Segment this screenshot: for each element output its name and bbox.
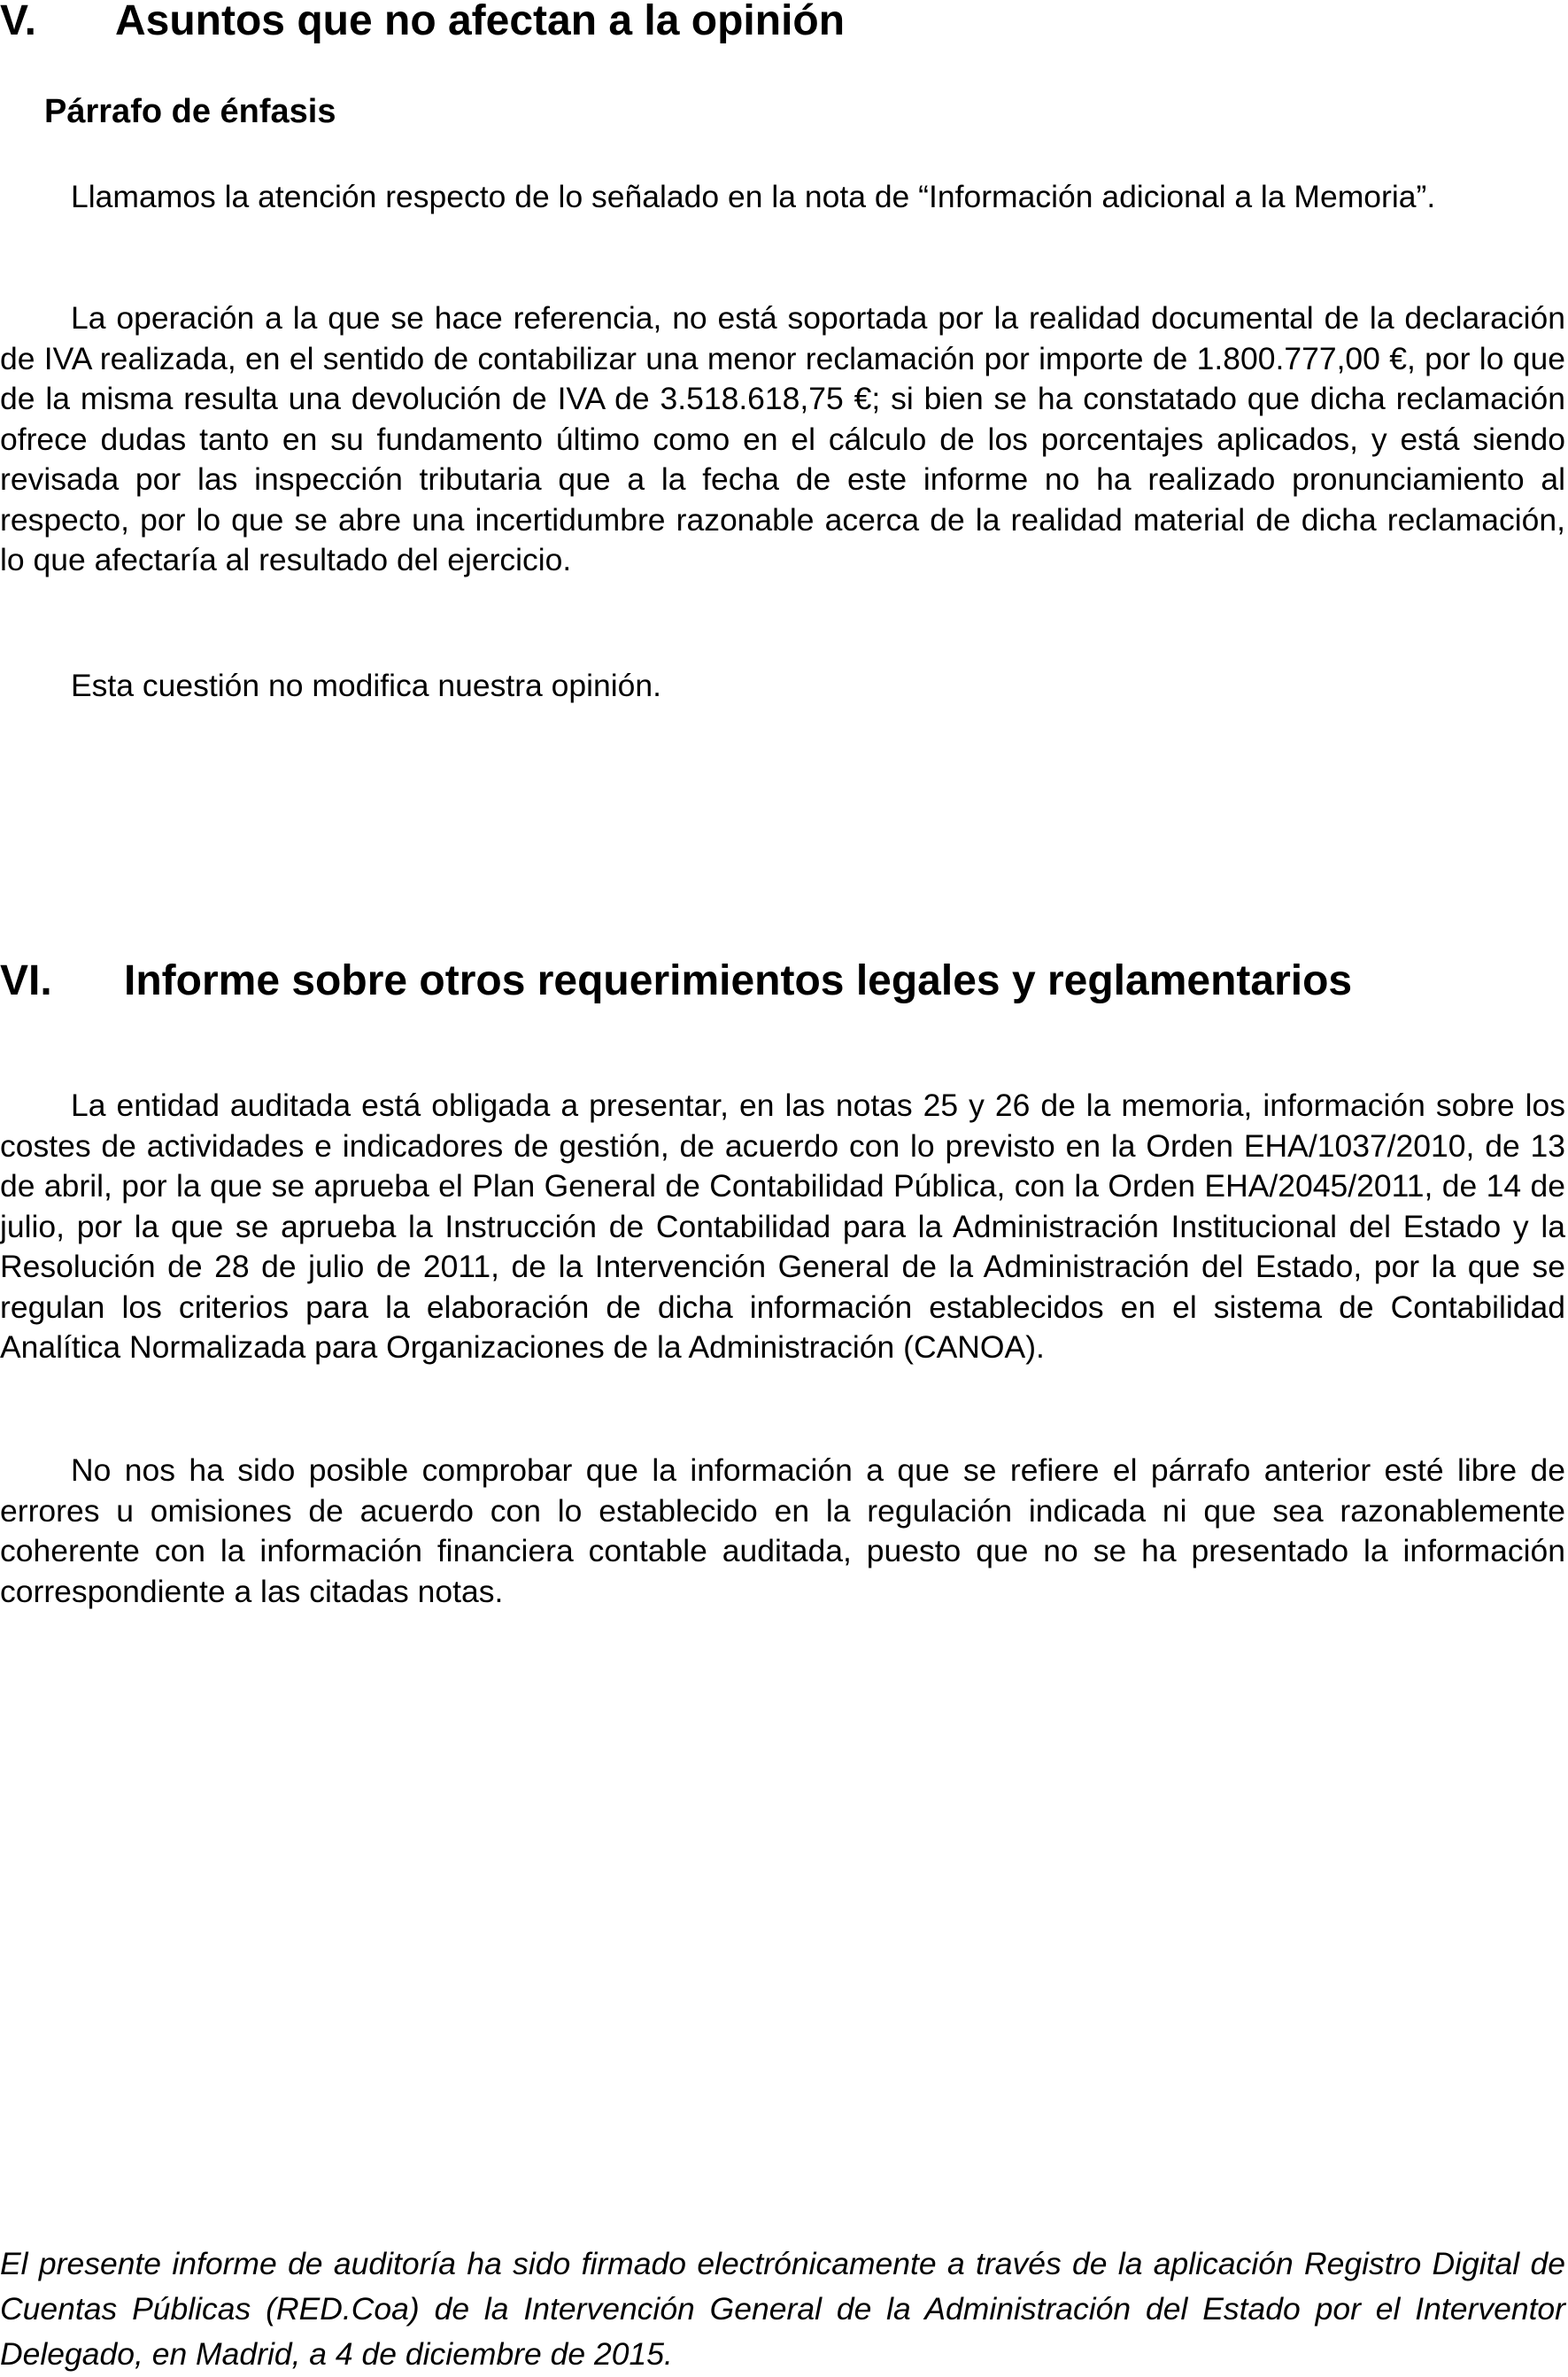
section-vi-paragraph-2: No nos ha sido posible comprobar que la información a que se refiere el párrafo anterior esté libre de errores u omisiones de acuerdo con lo establecido en la regulación indicada ni que sea razonablemente coherente con la información financiera contable auditada, puesto que no se ha presentado la información correspondiente a las citadas notas. bbox=[0, 1452, 1565, 1609]
section-v-paragraph-1: Llamamos la atención respecto de lo señalado en la nota de “Información adicional a la Memoria”. bbox=[71, 179, 1436, 214]
section-v-heading bbox=[0, 0, 845, 43]
section-vi-number: VI. bbox=[0, 957, 52, 1004]
section-vi-title: Informe sobre otros requerimientos legales y reglamentarios bbox=[124, 957, 1353, 1004]
section-vi-paragraph-1: La entidad auditada está obligada a presentar, en las notas 25 y 26 de la memoria, información sobre los costes de actividades e indicadores de gestión, de acuerdo con lo previsto en la Orden EHA/1037/2010, de 13 de abril, por la que se aprueba el Plan General de Contabilidad Pública, con la Orden EHA/2045/2011, de 14 de julio, por la que se aprueba la Instrucción de Contabilidad para la Administración Institucional del Estado y la Resolución de 28 de julio de 2011, de la Intervención General de la Administración del Estado, por la que se regulan los criterios para la elaboración de dicha información establecidos en el sistema de Contabilidad Analítica Normalizada para Organizaciones de la Administración (CANOA). bbox=[0, 1088, 1565, 1365]
section-vi-heading bbox=[0, 957, 1353, 1004]
section-v-paragraph-3: Esta cuestión no modifica nuestra opinión. bbox=[71, 668, 662, 703]
section-v-paragraph-2: La operación a la que se hace referencia, no está soportada por la realidad documental de la declaración de IVA realizada, en el sentido de contabilizar una menor reclamación por importe de 1.800.777,00 €, por lo que de la misma resulta una devolución de IVA de 3.518.618,75 €; si bien se ha constatado que dicha reclamación ofrece dudas tanto en su fundamento último como en el cálculo de los porcentajes aplicados, y está siendo revisada por las inspección tributaria que a la fecha de este informe no ha realizado pronunciamiento al respecto, por lo que se abre una incertidumbre razonable acerca de la realidad material de dicha reclamación, lo que afectaría al resultado del ejercicio. bbox=[0, 300, 1565, 577]
signature-footer-note: El presente informe de auditoría ha sido firmado electrónicamente a través de la aplicación Registro Digital de Cuentas Públicas (RED.Coa) de la Intervención General de la Administración del Estado por el Interventor Delegado, en Madrid, a 4 de diciembre de 2015. bbox=[0, 2246, 1565, 2372]
section-v-subtitle: Párrafo de énfasis bbox=[44, 93, 336, 130]
section-v-number: V. bbox=[0, 0, 36, 44]
section-v-title: Asuntos que no afectan a la opinión bbox=[115, 0, 846, 44]
